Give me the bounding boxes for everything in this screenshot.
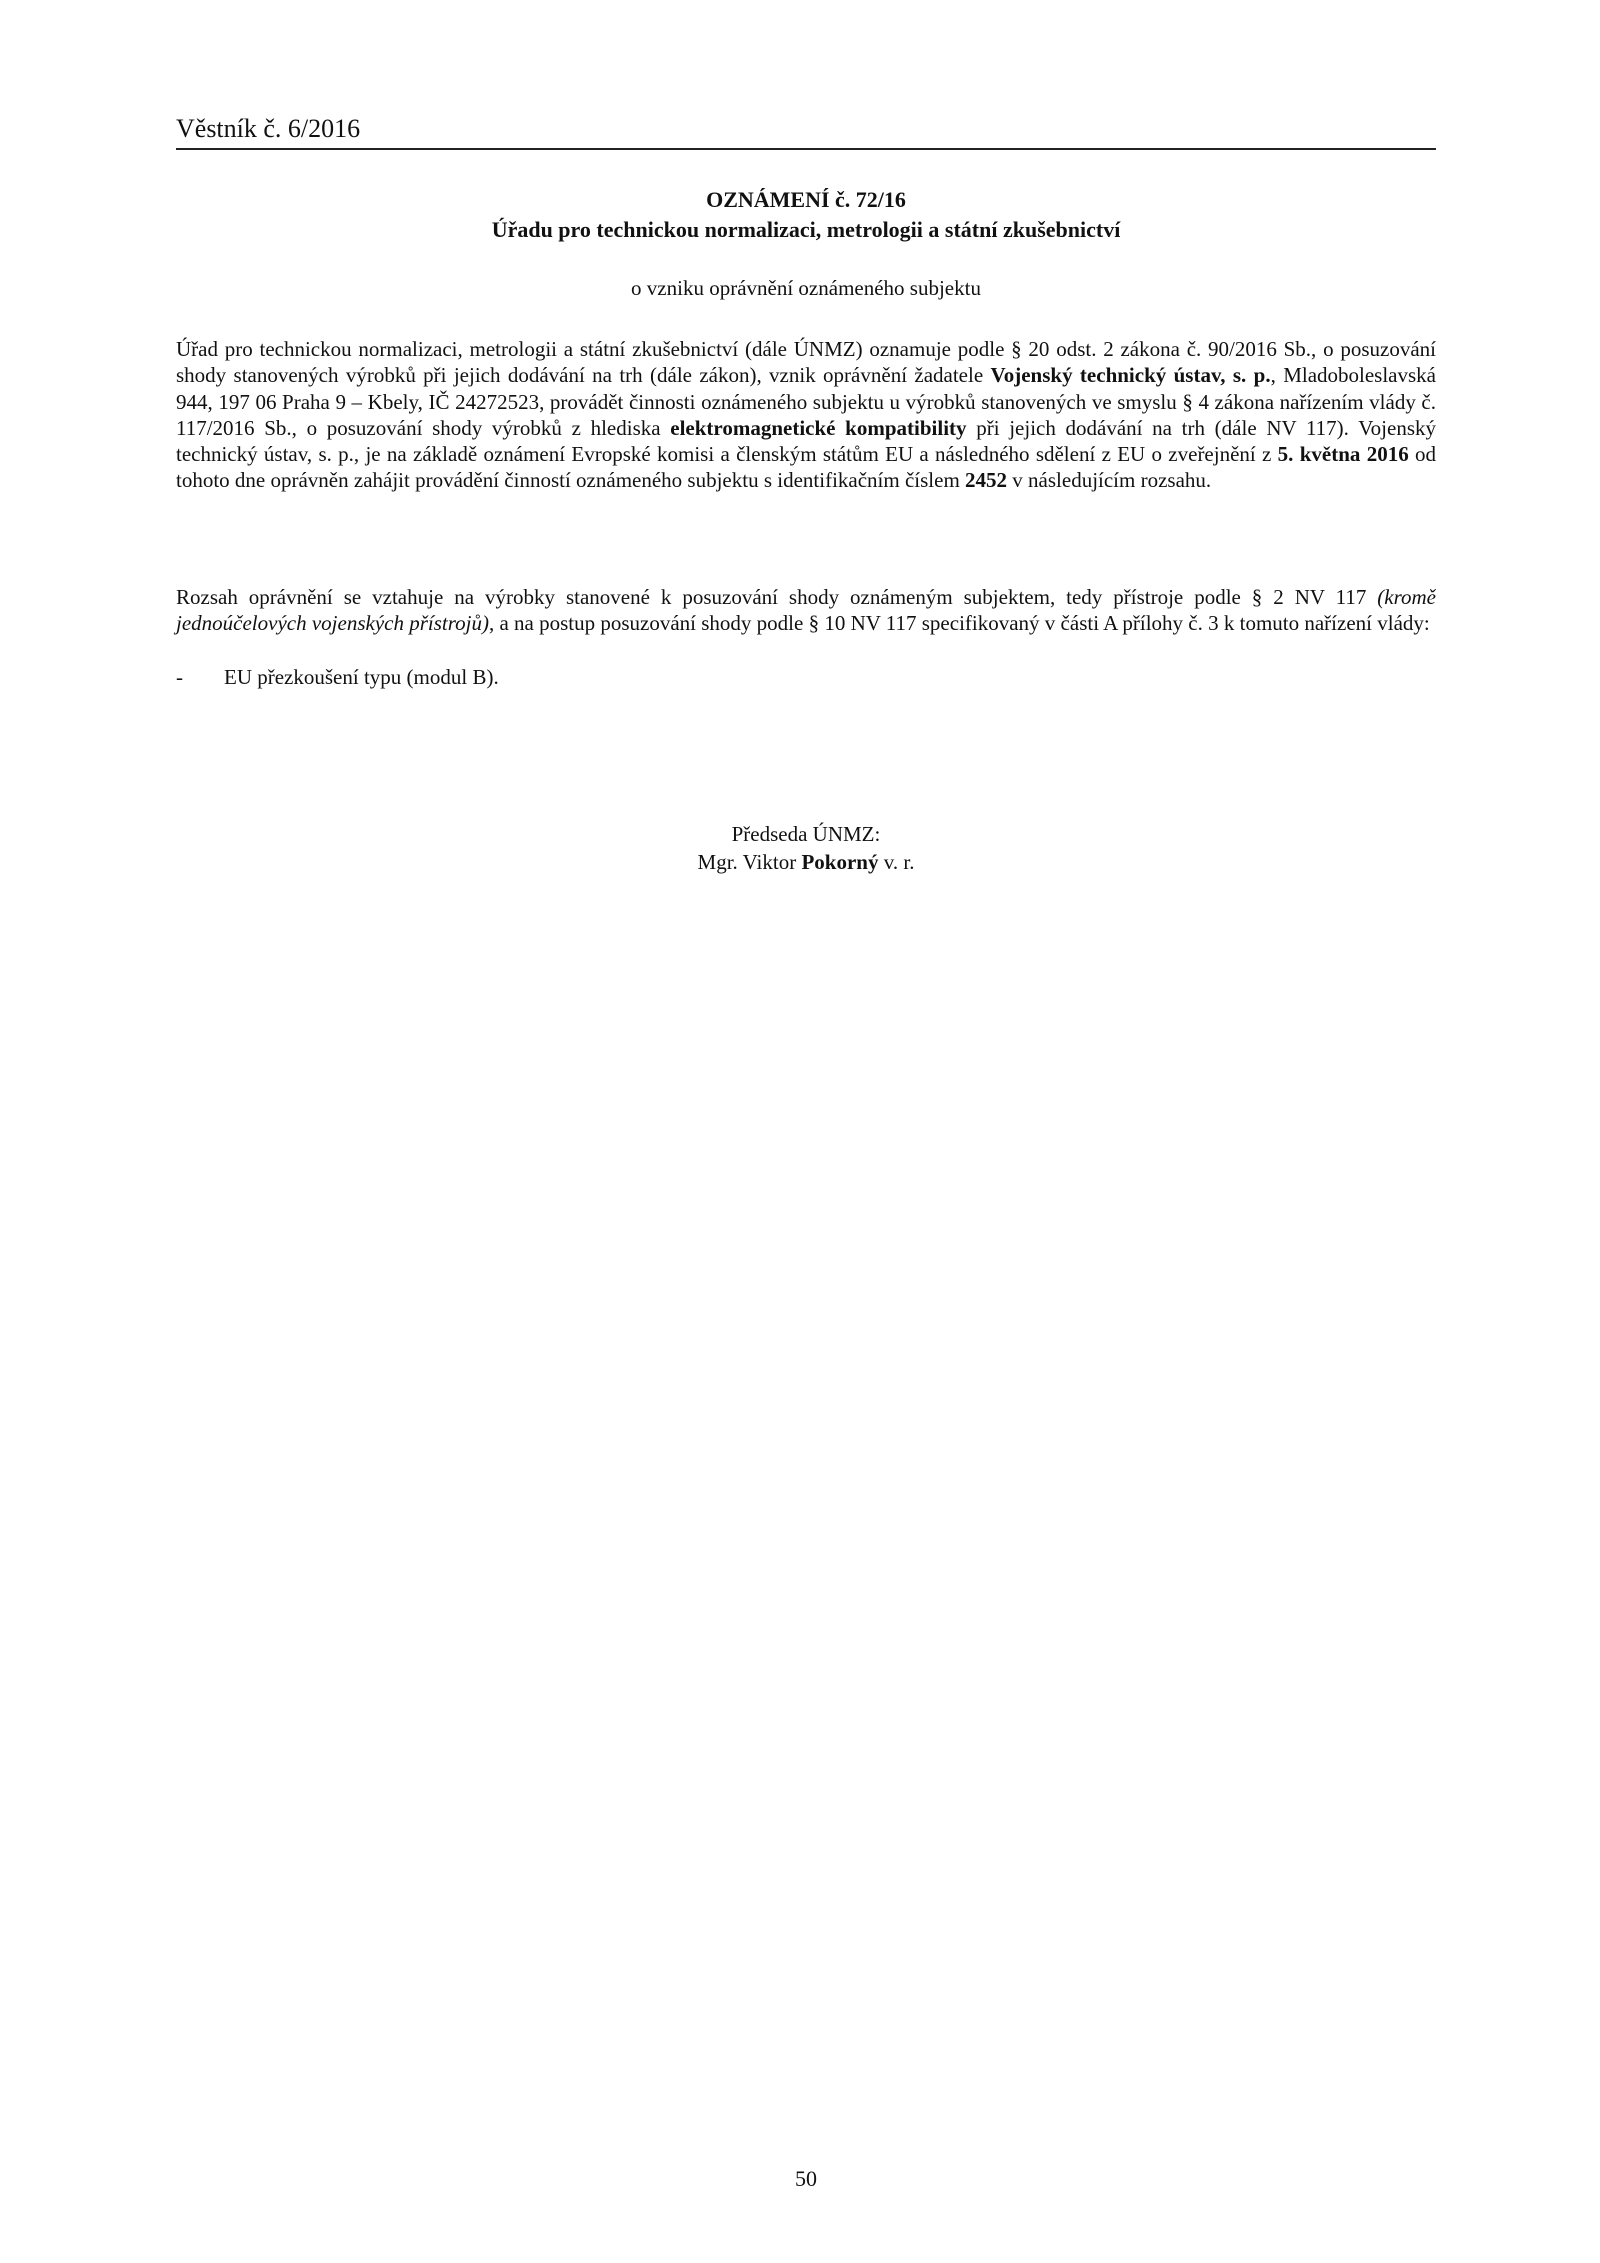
effective-date: 5. května 2016	[1277, 442, 1409, 467]
paragraph-text: od tohoto dne oprávněn zahájit provádění činností oznámeného subjektu s identifikačním číslem	[176, 442, 1436, 493]
list-item-text: EU přezkoušení typu (modul B).	[224, 665, 499, 689]
applicant-name: Vojenský technický ústav, s. p.	[990, 363, 1271, 388]
paragraph-authorization	[176, 336, 1436, 494]
exclusion-note: (kromě jednoúčelových vojenských přístrojů)	[176, 585, 1436, 636]
signature-name	[176, 848, 1436, 876]
identification-number: 2452	[965, 468, 1008, 493]
notice-subject: o vzniku oprávnění oznámeného subjektu	[631, 276, 981, 300]
signature-name-suffix: v. r.	[878, 850, 915, 874]
paragraph-text: Rozsah oprávnění se vztahuje na výrobky stanovené k posuzování shody oznámeným subjektem, tedy přístroje podle § 2 NV 117	[176, 585, 1378, 609]
notice-issuer: Úřadu pro technickou normalizaci, metrologii a státní zkušebnictví	[491, 217, 1121, 242]
signature-name-prefix: Mgr. Viktor	[697, 850, 802, 874]
signature-role: Předseda ÚNMZ:	[731, 822, 881, 846]
compatibility-term: elektromagnetické kompatibility	[670, 415, 967, 440]
paragraph-text: Úřad pro technickou normalizaci, metrologii a státní zkušebnictví (dále ÚNMZ) oznamuje podle § 20 odst. 2 zákona č. 90/2016 Sb., o posuzování shody stanovených výrobků při jejich dodávání na trh (dále zákon), vznik oprávnění žadatele	[176, 337, 1436, 388]
paragraph-text: , Mladoboleslavská 944, 197 06 Praha 9 – Kbely, IČ 24272523, provádět činnosti oznámeného subjektu u výrobků stanovených ve smyslu § 4 zákona nařízením vlády č. 117/2016 Sb., o posuzování shody výrobků z hlediska	[176, 363, 1436, 440]
page-header	[176, 108, 1436, 150]
signature-surname: Pokorný	[801, 850, 879, 874]
paragraph-text: , a na postup posuzování shody podle § 10 NV 117 specifikovaný v části A přílohy č. 3 k tomuto nařízení vlády:	[488, 611, 1430, 636]
list-bullet: -	[176, 665, 183, 689]
paragraph-scope	[176, 584, 1436, 637]
notice-number: OZNÁMENÍ č. 72/16	[706, 187, 906, 212]
paragraph-text: v následujícím rozsahu.	[1007, 468, 1212, 493]
journal-title: Věstník č. 6/2016	[176, 114, 361, 143]
list-item	[176, 664, 1436, 690]
page-number: 50	[795, 2166, 817, 2191]
paragraph-text: při jejich dodávání na trh (dále NV 117). Vojenský technický ústav, s. p., je na základě oznámení Evropské komisi a členským státům EU a následného sdělení z EU o zveřejnění z	[176, 415, 1436, 467]
